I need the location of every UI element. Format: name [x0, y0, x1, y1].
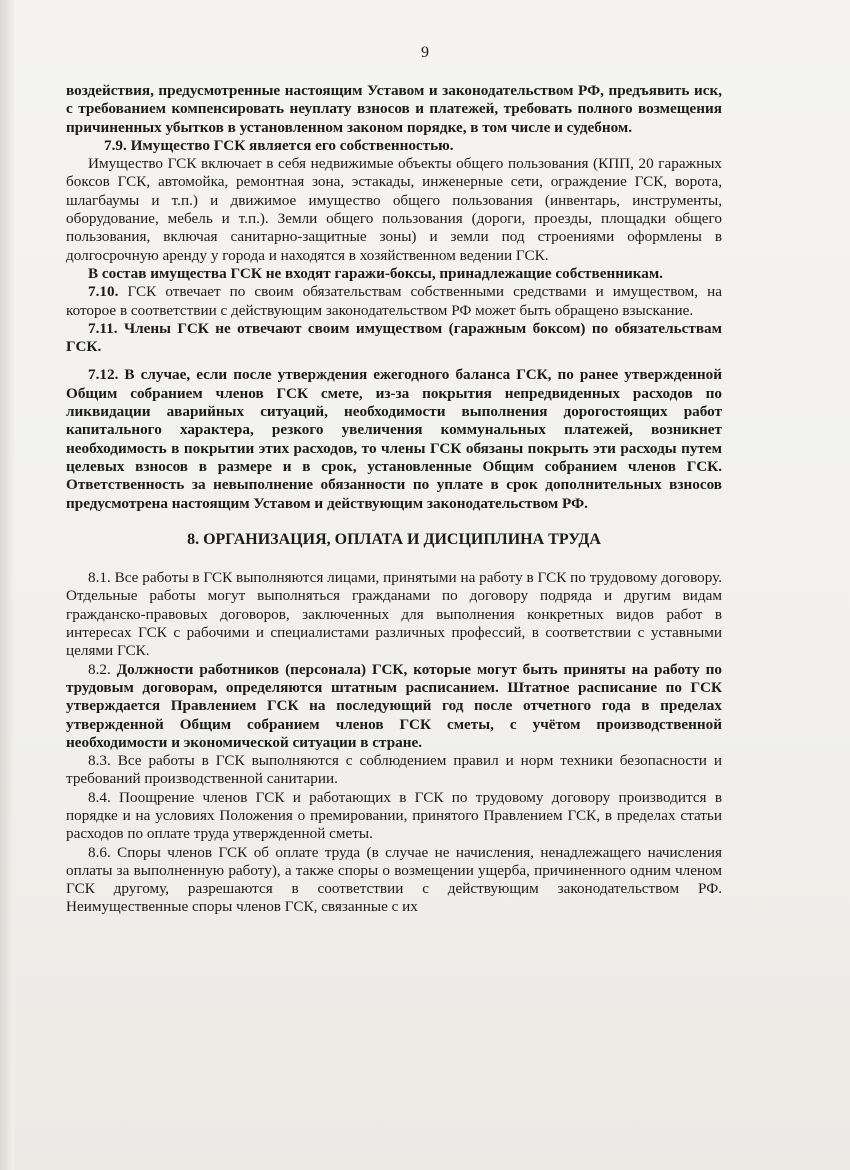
section-8-heading: 8. ОРГАНИЗАЦИЯ, ОПЛАТА И ДИСЦИПЛИНА ТРУДА [187, 530, 601, 548]
clause-text: ГСК отвечает по своим обязательствам собственными средствами и имуществом, на которое в соответствии с действующим законодательством РФ может быть обращено взыскание. [66, 283, 722, 319]
paragraph-property: Имущество ГСК включает в себя недвижимые объекты общего пользования (КПП, 20 гаражных боксов ГСК, автомойка, ремонтная зона, эстакады, инженерные сети, ограждение ГСК, ворота, шлагбаумы и т.п.) и движимое имущество общего пользования (инвентарь, инструменты, оборудование, мебель и т.п.). Земли общего пользования (дороги, проезды, площадки общего пользования, включая санитарно-защитные зоны) и земли под строениями оформлены в долгосрочную аренду у города и находятся в хозяйственном ведении ГСК. [66, 155, 722, 264]
paragraph-8-2 [66, 661, 722, 752]
paragraph-7-12: 7.12. В случае, если после утверждения ежегодного баланса ГСК, по ранее утвержденной Общим собранием членов ГСК смете, из-за покрытия непредвиденных расходов по ликвидации аварийных ситуаций, необходимости выполнения дорогостоящих работ капитального характера, резкого увеличения коммунальных платежей, возникнет необходимость в покрытии этих расходов, то члены ГСК обязаны покрыть эти расходы путем целевых взносов в размере и в срок, установленные Общим собранием членов ГСК. Ответственность за невыполнение обязанности по уплате в срок дополнительных взносов предусмотрена настоящим Уставом и действующим законодательством РФ. [66, 366, 722, 512]
paragraph-7-9: 7.9. Имущество ГСК является его собственностью. [104, 136, 454, 154]
clause-text: Должности работников (персонала) ГСК, которые могут быть приняты на работу по трудовым договорам, определяются штатным расписанием. Штатное расписание по ГСК утверждается Правлением ГСК на последующий год после отчетного года в пределах утвержденной Общим собранием членов ГСК сметы, с учётом производственной необходимости и экономической ситуации в стране. [66, 660, 722, 751]
paragraph-8-1: 8.1. Все работы в ГСК выполняются лицами, принятыми на работу в ГСК по трудовому договору. Отдельные работы могут выполняться гражданами по договору подряда и другим видам гражданско-правовых договоров, заключенных для выполнения конкретных видов работ в интересах ГСК с рабочими и специалистами различных профессий, в соответствии с уставными целями ГСК. [66, 569, 722, 660]
document-body [66, 82, 722, 917]
paragraph-7-8-end: воздействия, предусмотренные настоящим Уставом и законодательством РФ, предъявить иск, с требованием компенсировать неуплату взносов и платежей, требовать полного возмещения причиненных убытков в установленном законом порядке, в том числе и судебном. [66, 82, 722, 136]
paragraph-8-6: 8.6. Споры членов ГСК об оплате труда (в случае не начисления, ненадлежащего начисления оплаты за выполненную работу), а также споры о возмещении ущерба, причиненного одним членом ГСК другому, разрешаются в соответствии с действующим законодательством РФ. Неимущественные споры членов ГСК, связанные с их [66, 843, 722, 916]
paragraph-8-4: 8.4. Поощрение членов ГСК и работающих в ГСК по трудовому договору производится в порядке и на условиях Положения о премировании, принятого Правлением ГСК, в пределах статьи расходов по оплате труда утвержденной сметы. [66, 788, 722, 843]
paragraph-property-exclusion: В состав имущества ГСК не входят гаражи-боксы, принадлежащие собственникам. [88, 264, 663, 282]
page-number: 9 [421, 44, 429, 61]
clause-number: 8.2. [88, 660, 111, 678]
clause-number: 7.10. [88, 283, 119, 301]
paragraph-7-10 [66, 283, 722, 320]
paragraph-8-3: 8.3. Все работы в ГСК выполняются с соблюдением правил и норм техники безопасности и требований производственной санитарии. [66, 752, 722, 788]
scan-edge-shadow [0, 0, 14, 1170]
paragraph-7-11: 7.11. Члены ГСК не отвечают своим имуществом (гаражным боксом) по обязательствам ГСК. [66, 319, 722, 356]
